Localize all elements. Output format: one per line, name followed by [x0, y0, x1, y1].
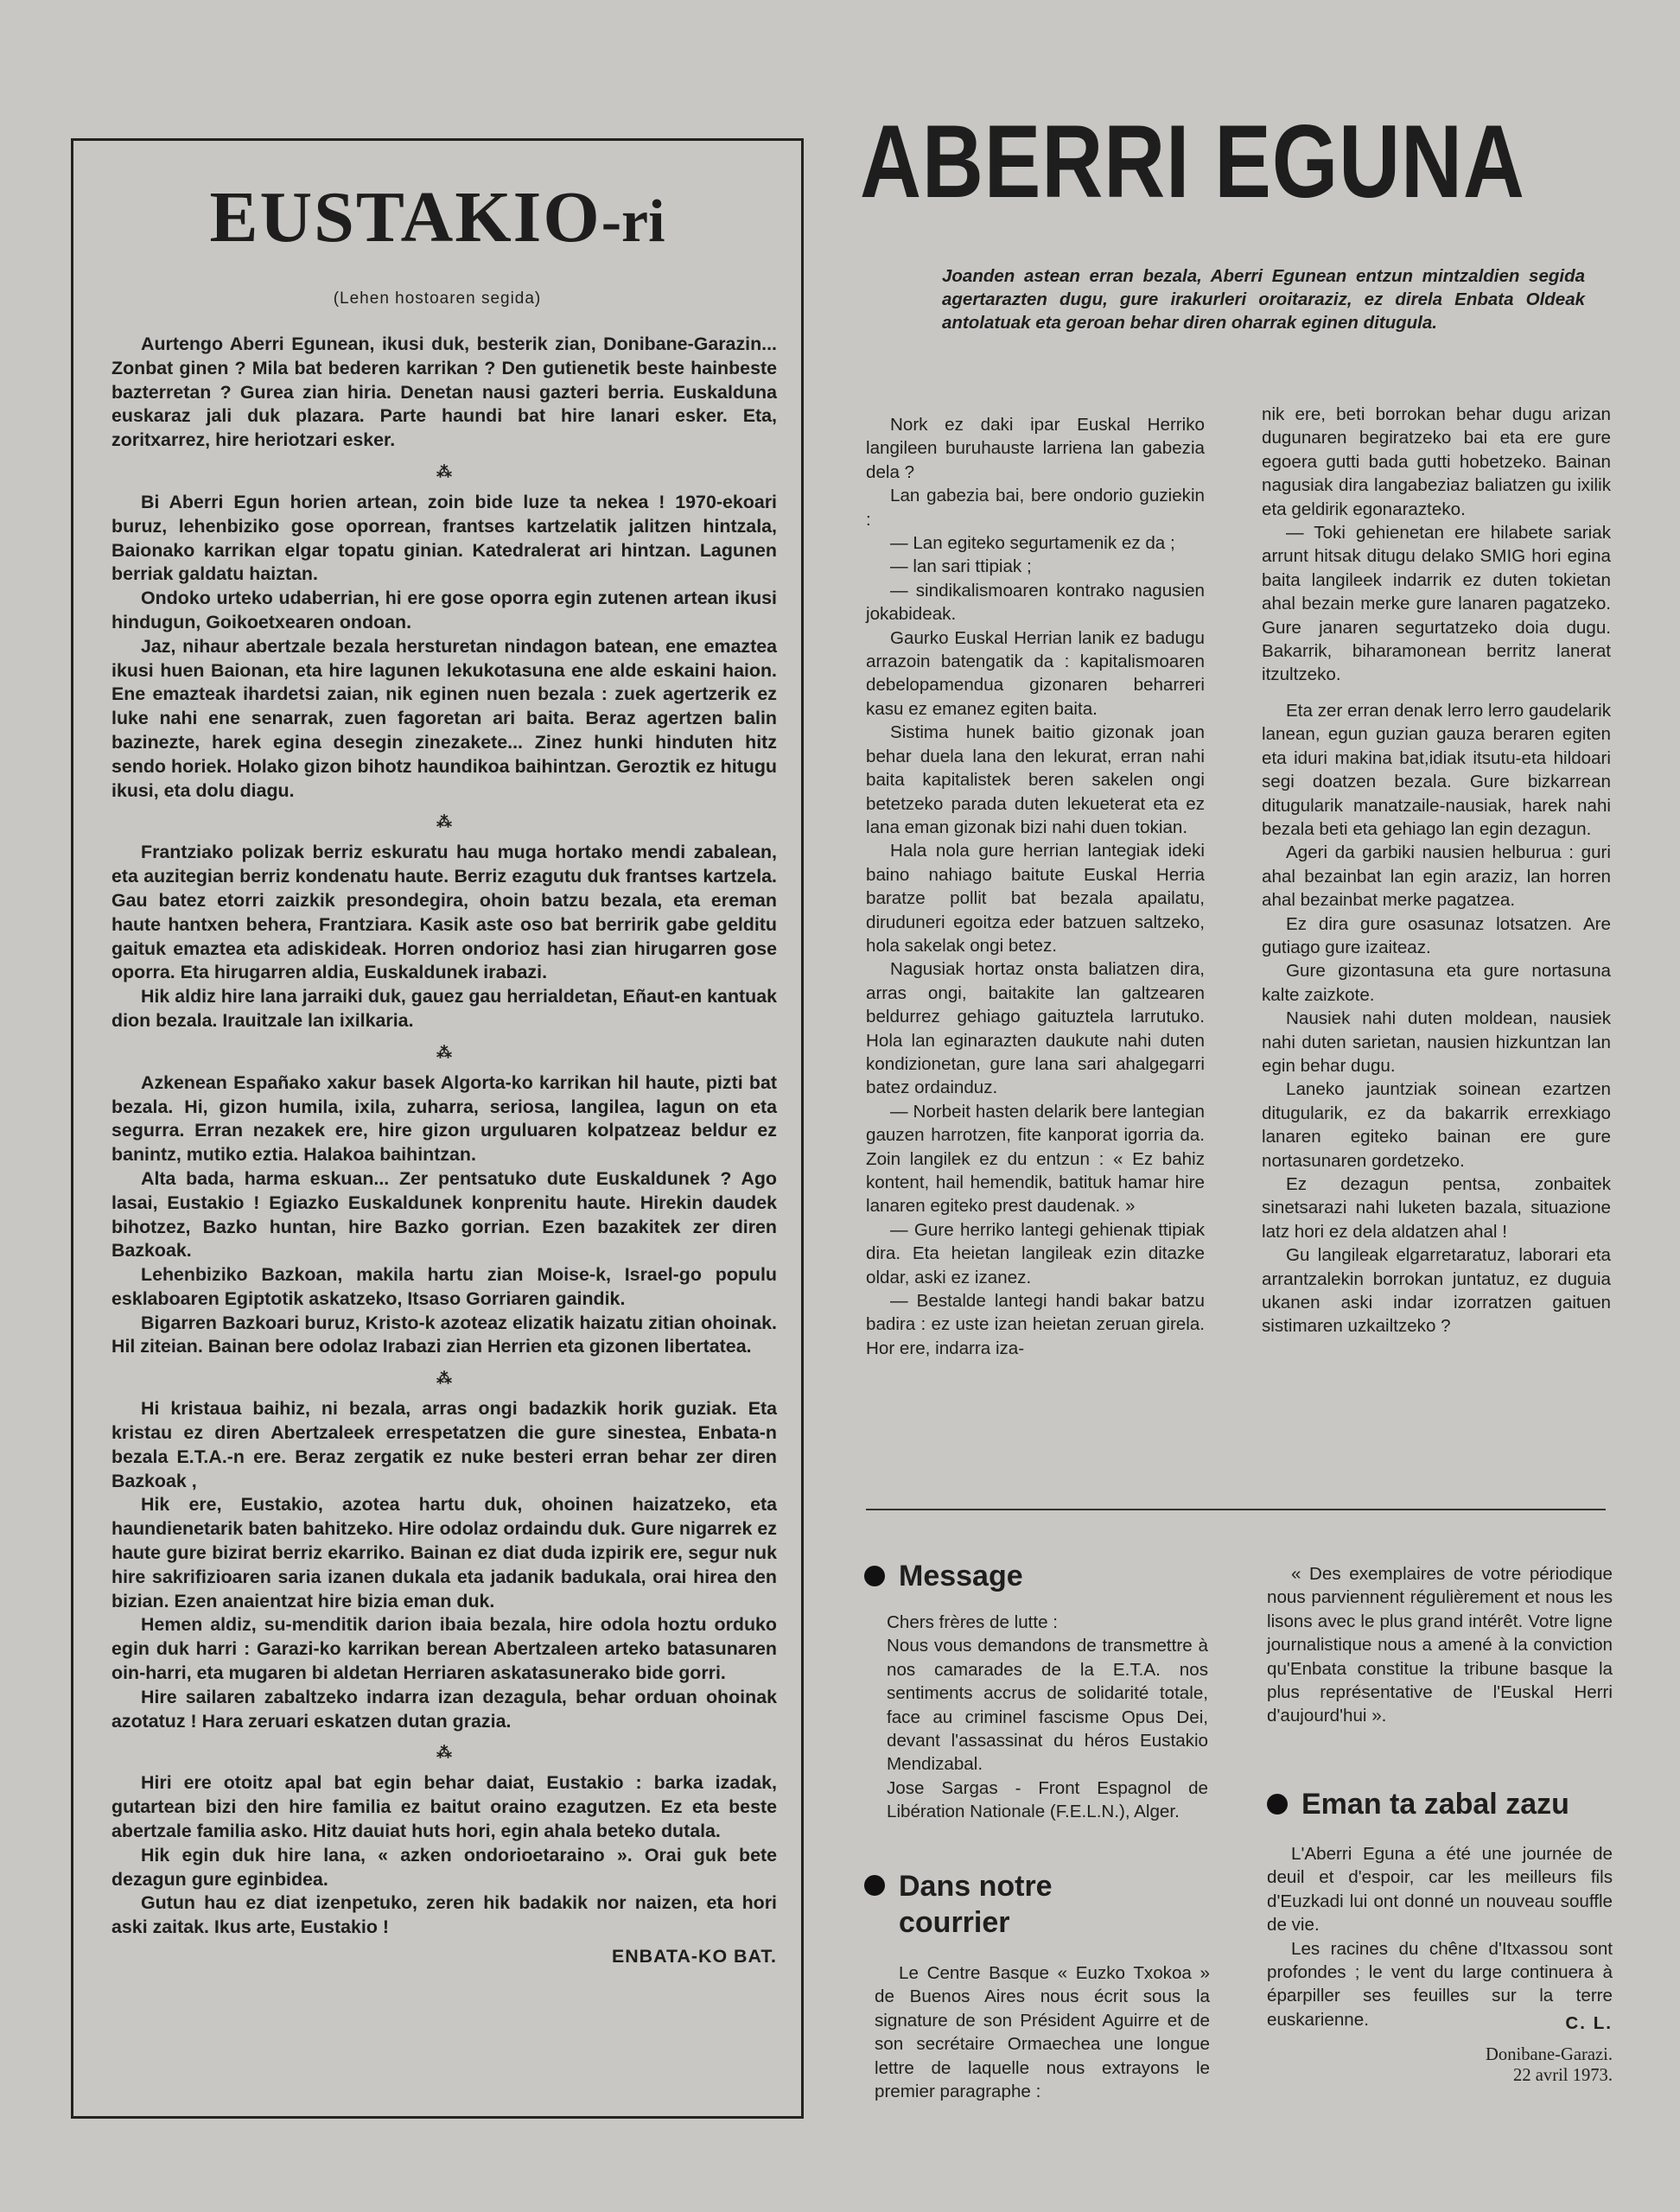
- paragraph: — Toki gehienetan ere hilabete sariak arrunt hitsak ditugu delako SMIG hori egina baita langileek indarrik ez duten tokietan ahal bezain merke gure lanaren pagatzeko. Gure janaren segurtatzeko doia dugu. Bakarrik, biharamonean berritz lanerat itzultzeko.: [1262, 523, 1611, 685]
- bullet-icon: [864, 1566, 885, 1586]
- paragraph: Gure gizontasuna eta gure nortasuna kalte zaizkote.: [1262, 961, 1611, 1005]
- main-article-column-1: [866, 413, 1205, 1360]
- paragraph: Jose Sargas - Front Espagnol de Libération Nationale (F.E.L.N.), Alger.: [887, 1777, 1208, 1822]
- left-article-title: EUSTAKIO-ri: [209, 177, 665, 257]
- paragraph: Frantziako polizak berriz eskuratu hau muga hortako mendi zabalean, eta auzitegian berriz kondenatu haute. Berriz ezagutu duk frantses kartzela. Gau batez etorri zaizkik presondegira, ohoin batzu bezala, eta ereman haute hantxen behera, Frantziara. Kasik aste oso bat berririk gabe gelditu gaituk emaztea eta adiskideak. Horren ondorioz hasi zian hirugarren gose oporra. Eta hirugarren aldia, Euskaldunek irabazi.: [111, 842, 777, 983]
- paragraph: — Lan egiteko segurtamenik ez da ;: [890, 533, 1175, 554]
- paragraph: — sindikalismoaren kontrako nagusien jokabideak.: [866, 580, 1205, 625]
- paragraph: L'Aberri Eguna a été une journée de deuil et d'espoir, car les meilleurs fils d'Euzkadi lui ont donné un nouveau souffle de vie.: [1267, 1844, 1613, 1936]
- paragraph: Hiri ere otoitz apal bat egin behar daiat, Eustakio : barka izadak, gutartean bizi den hire familia ez baitut oraino ezagutzen. Ez eta beste abertzale familia asko. Hitz dauiat huts hori, egin ahala beteko dutala.: [111, 1772, 777, 1842]
- paragraph: Ondoko urteko udaberrian, hi ere gose oporra egin zutenen artean ikusi hindugun, Goikoetxearen ondoan.: [111, 588, 777, 632]
- paragraph: Les racines du chêne d'Itxassou sont profondes ; le vent du large continuera à éparpiller ses feuilles sur la terre euskarienne.: [1267, 1938, 1613, 2030]
- paragraph: Nork ez daki ipar Euskal Herriko langileen buruhauste larriena lan gabezia dela ?: [866, 415, 1205, 482]
- section-separator: ⁂: [436, 813, 452, 831]
- paragraph: Bi Aberri Egun horien artean, zoin bide luze ta nekea ! 1970-ekoari buruz, lehenbiziko gose oporrean, frantses kartzelatik jalitzen hintzala, Baionako karrikan elgar topatu ginian. Katedralerat ari hintzan. Lagunen berriak galdatu haiztan.: [111, 491, 777, 585]
- paragraph: Hi kristaua baihiz, ni bezala, arras ongi badazkik horik guziak. Eta kristau ez diren Abertzaleek errespetatzen die gure sinestea, Enbata-n bezala E.T.A.-n ere. Beraz zergatik ez nuke besteri erran behar zer diren Bazkoak ,: [111, 1398, 777, 1491]
- paragraph: Hik egin duk hire lana, « azken ondorioetaraino ». Orai guk bete dezagun gure eginbidea.: [111, 1844, 777, 1890]
- paragraph: Gaurko Euskal Herrian lanik ez badugu arrazoin batengatik da : kapitalismoaren debelopamendua gizonaren beharreri kasu ez emanez egiten baita.: [866, 627, 1205, 719]
- paragraph: Lehenbiziko Bazkoan, makila hartu zian Moise-k, Israel-go populu esklaboaren Egiptotik askatzeko, Itsaso Gorriaren gaindik.: [111, 1264, 777, 1309]
- paragraph: Eta zer erran denak lerro lerro gaudelarik lanean, egun guzian gauza beraren egiten eta iduri makina bat,idiak itsutu-eta hildoari segi doatzen bezala. Gure bizkarrean ditugularik manatzaile-nausiak, harek nahi bezala beti eta gehiago lan egin dezagun.: [1262, 700, 1611, 839]
- section-divider: [866, 1509, 1606, 1510]
- place-date: Donibane-Garazi. 22 avril 1973.: [1486, 2045, 1613, 2085]
- paragraph: — Norbeit hasten delarik bere lantegian gauzen harrotzen, fite kanporat igorria da. Zoin langilek ez du entzun : « Ez bahiz kontent, hail hemendik, batituk hamar hire lanaren egiteko prest daudenak. »: [866, 1101, 1205, 1217]
- paragraph: — Gure herriko lantegi gehienak ttipiak dira. Eta heietan langileak ezin ditazke oldar, aski ez izanez.: [866, 1219, 1205, 1287]
- paragraph: Nous vous demandons de transmettre à nos camarades de la E.T.A. nos sentiments accrus de solidarité totale, face au criminel fascisme Opus Dei, devant l'assassinat du héros Eustakio Mendizabal.: [887, 1636, 1208, 1775]
- left-article-body: [111, 333, 777, 1969]
- paragraph: Aurtengo Aberri Egunean, ikusi duk, besterik zian, Donibane-Garazin... Zonbat ginen ? Mila bat bederen karrikan ? Den gutienetik beste hainbeste bazterretan ? Gurea zian hiria. Denetan nausi gazteri berria. Euskalduna euskaraz jali duk plazara. Parte haundi bat hire lanari esker. Eta, zoritxarrez, hire heriotzari esker.: [111, 334, 777, 451]
- main-article-intro: Joanden astean erran bezala, Aberri Egunean entzun mintzaldien segida agertarazten dugu, gure irakurleri oroitaraziz, ez direla Enbata Oldeak antolatuak eta geroan behar diren oharrak eginen ditugula.: [942, 266, 1585, 333]
- section-separator: ⁂: [436, 1744, 452, 1762]
- paragraph: — lan sari ttipiak ;: [890, 556, 1032, 577]
- bullet-icon: [864, 1875, 885, 1896]
- paragraph: Gutun hau ez diat izenpetuko, zeren hik badakik nor naizen, eta hori aski zaitak. Ikus arte, Eustakio !: [111, 1892, 777, 1938]
- paragraph: Jaz, nihaur abertzale bezala hersturetan nindagon batean, ene emaztea ikusi huen Baionan, eta hire lagunen lekukotasuna ene alde eskaini haion. Ene emazteak ihardetsi zaian, nik eginen nuen bezala : zuek agertzerik ez luke nahi ene senarrak, zuen fagoretan ari baita. Beraz agertzen balin bazinezte, harek egina desegin zinezakete... Zinez hunki hinduten hitz sendo horiek. Holako gizon bihotz haundikoa baihintzan. Geroztik ez hitugu ikusi, eta dolu diagu.: [111, 635, 777, 801]
- paragraph: Nagusiak hortaz onsta baliatzen dira, arras ongi, baitakite lan galtzearen beldurrez gehiago gaituztela larrutuko. Hola lan eginarazten daukute nahi duten kondizionetan, gure lana sari ahalgegarri batez ordainduz.: [866, 959, 1205, 1098]
- paragraph: nik ere, beti borrokan behar dugu arizan dugunaren begiratzeko bai eta ere gure egoera gutti bada gutti hobetzeko. Bainan nagusiak dira langabeziaz baliatzen gu ixilik eta geldirik egonarazteko.: [1262, 404, 1611, 519]
- left-article-box: [71, 138, 804, 2119]
- paragraph: Hire sailaren zabaltzeko indarra izan dezagula, behar orduan ohoinak azotatuz ! Hara zeruari eskatzen dutan grazia.: [111, 1686, 777, 1732]
- paragraph: — Bestalde lantegi handi bakar batzu badira : ez uste izan heietan zeruan girela. Hor ere, indarra iza-: [866, 1291, 1205, 1358]
- main-article-title: ABERRI EGUNA: [860, 104, 1525, 219]
- paragraph: Hik ere, Eustakio, azotea hartu duk, ohoinen haizatzeko, eta haundienetarik baten bahitzeko. Hire odolaz ordaindu duk. Gure nigarrek ez haute gure bizirat berriz ekarriko. Bainan ez diat duda izpirik ere, segur nuk hire sakrifizioaren saria izanen dukala eta jadanik badukala, orai hirea den bizian. Ezen anaientzat hire bizia eman duk.: [111, 1494, 777, 1611]
- courrier-body: [875, 1961, 1210, 2103]
- paragraph: Nausiek nahi duten moldean, nausiek nahi duten sarietan, nausien hizkuntzan lan egin behar dugu.: [1262, 1008, 1611, 1076]
- message-heading: Message: [864, 1559, 1023, 1593]
- paragraph: Sistima hunek baitio gizonak joan behar duela lana den lekurat, erran nahi baita kapitalistek beren sakelen ongi betetzeko parada duten lekueterat eta ez lana eman gizonak bizi nahi duen tokian.: [866, 722, 1205, 837]
- paragraph: Ageri da garbiki nausien helburua : guri ahal bezainbat lan egin araziz, lan horren ahal bezainbat merke pagatzea.: [1262, 842, 1611, 911]
- left-article-subtitle: (Lehen hostoaren segida): [333, 289, 542, 308]
- paragraph-gap: [1262, 687, 1611, 699]
- section-separator: ⁂: [436, 1043, 452, 1061]
- eman-body: [1267, 1842, 1613, 2031]
- paragraph: Lan gabezia bai, bere ondorio guziekin :: [866, 486, 1205, 530]
- paragraph: Bigarren Bazkoari buruz, Kristo-k azoteaz elizatik haizatu zitian ohoinak. Hil ziteian. Bainan bere odolaz Irabazi zian Herrien eta gizonen libertatea.: [111, 1312, 777, 1357]
- paragraph: Ez dira gure osasunaz lotsatzen. Are gutiago gure izaiteaz.: [1262, 913, 1611, 957]
- left-article-signature: ENBATA-KO BAT.: [611, 1946, 777, 1967]
- eman-heading: Eman ta zabal zazu: [1267, 1787, 1569, 1821]
- paragraph: Chers frères de lutte :: [887, 1612, 1059, 1632]
- section-separator: ⁂: [436, 462, 452, 480]
- paragraph: Hala nola gure herrian lantegiak ideki baino nahiago baitute Euskal Herria baratze pollit bat bezala apailatu, diruduneri egoitza eder batzuen saltzeko, hola sakelak ongi betez.: [866, 841, 1205, 956]
- message-body: [887, 1611, 1208, 1824]
- paragraph: « Des exemplaires de votre périodique nous parviennent régulièrement et nous les lisons avec le plus grand intérêt. Votre ligne journalistique nous a amené à la conviction qu'Enbata constitue la tribune basque la plus représentative de l'Euskal Herri d'aujourd'hui ».: [1267, 1564, 1613, 1726]
- paragraph: Gu langileak elgarretaratuz, laborari eta arrantzalekin borrokan juntatuz, ez duguia ukanen aski indar izorratzen gaituen sistimaren uzkailtzeko ?: [1262, 1245, 1611, 1337]
- section-separator: ⁂: [436, 1370, 452, 1388]
- paragraph: Alta bada, harma eskuan... Zer pentsatuko dute Euskaldunek ? Ago lasai, Eustakio ! Egiazko Euskaldunek konprenitu haute. Hirekin daudek bihotzez, Bazko huntan, hire Bazko gorrian. Ezen bazakitek zer diren Bazkoak.: [111, 1167, 777, 1262]
- paragraph: Laneko jauntziak soinean ezartzen ditugularik, ez da bakarrik errexkiago lanaren egiteko bainan ere gure nortasunaren gordetzeko.: [1262, 1079, 1611, 1171]
- letter-quote: [1267, 1562, 1613, 1728]
- paragraph: Le Centre Basque « Euzko Txokoa » de Buenos Aires nous écrit sous la signature de son Président Aguirre et de son secrétaire Ormaechea une longue lettre de laquelle nous extrayons le premier paragraphe :: [875, 1963, 1210, 2102]
- paragraph: Hemen aldiz, su-menditik darion ibaia bezala, hire odola hoztu orduko egin duk harri : Garazi-ko karrikan berean Abertzaleen arteko batasunaren oin-harri, eta mugaren bi aldetan Herriaren askatasunerako bide gorri.: [111, 1614, 777, 1684]
- bullet-icon: [1267, 1794, 1288, 1815]
- paragraph: Azkenean Españako xakur basek Algorta-ko karrikan hil haute, pizti bat bezala. Hi, gizon humila, ixila, zuharra, seriosa, langilea, lagun on eta segurra. Erran nezakek ere, hire gizon urguluaren kolpatzeaz beldur ez banintz, mutiko eztia. Halakoa baihintzan.: [111, 1071, 777, 1166]
- main-article-column-2: [1262, 403, 1611, 1338]
- paragraph: Hik aldiz hire lana jarraiki duk, gauez gau herrialdetan, Eñaut-en kantuak dion bezala. Irauitzale lan ixilkaria.: [111, 986, 777, 1031]
- courrier-heading: Dans notre courrier: [864, 1868, 1053, 1941]
- paragraph: Ez dezagun pentsa, zonbaitek sinetsarazi nahi luketen bazala, situazione latz hori ez dela aldatzen ahal !: [1262, 1174, 1611, 1242]
- author-initials: C. L.: [1565, 2013, 1613, 2033]
